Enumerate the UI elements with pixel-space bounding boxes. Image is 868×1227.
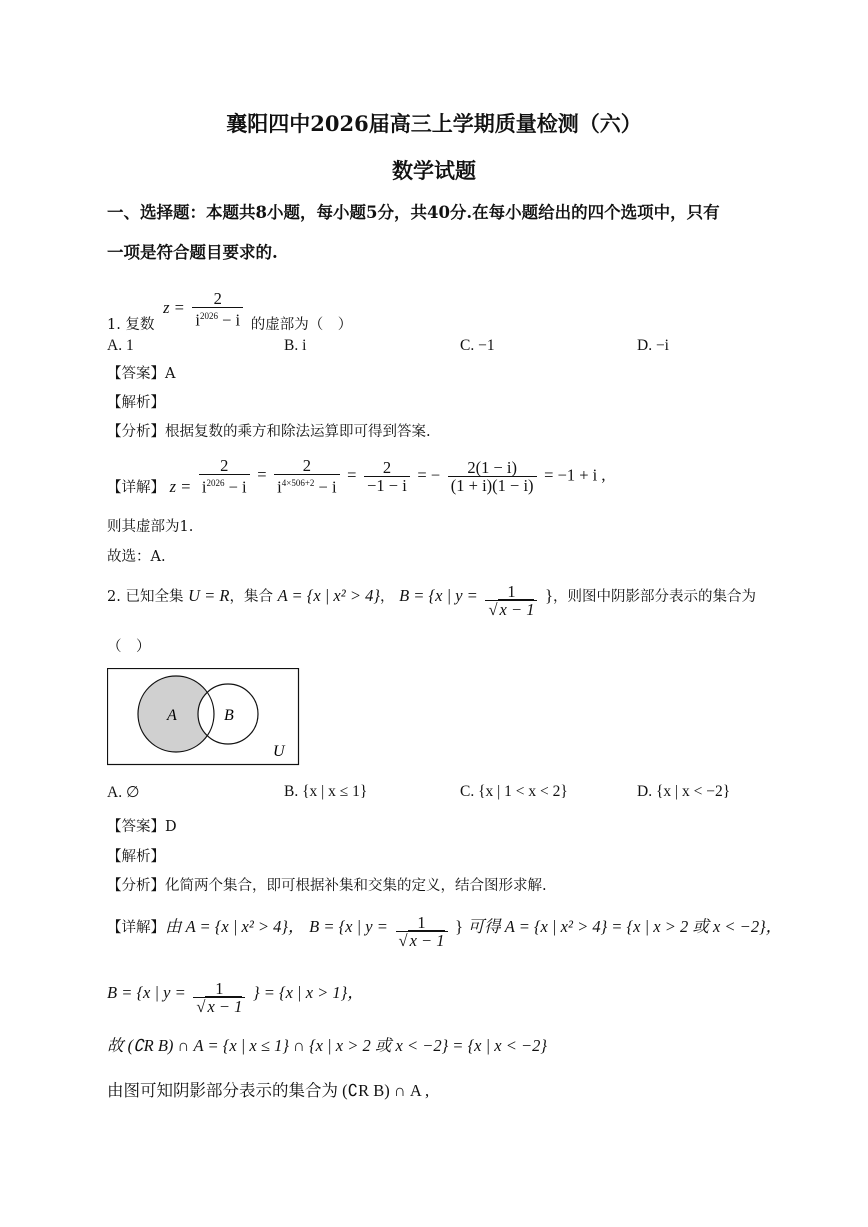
q2-analysis: 【分析】化简两个集合，即可根据补集和交集的定义，结合图形求解. — [107, 878, 547, 894]
q1-detail — [107, 457, 606, 496]
q2-option-a: A. ∅ — [107, 784, 140, 801]
q1-detail-label: 【详解】 — [107, 480, 165, 497]
q2-tail: ，则图中阴影部分表示的集合为 — [553, 589, 756, 605]
q1-analysis: 【分析】根据复数的乘方和除法运算即可得到答案. — [107, 424, 431, 440]
q1-detail-frac2 — [274, 457, 339, 496]
q1-z: z = — [163, 298, 185, 318]
q2-detail-1 — [107, 914, 782, 949]
q1-eq-2: = — [347, 465, 357, 485]
q1-eq-3: = − — [417, 465, 441, 485]
q1-result: = −1 + i , — [544, 465, 606, 485]
q1-answer: 【答案】A — [107, 366, 176, 382]
q1-f4-den: (1 + i)(1 − i) — [448, 476, 537, 494]
q1-f2-base: i — [277, 477, 282, 497]
q1-den-exp: 2026 — [199, 311, 218, 321]
q2-detail-1b-frac — [396, 914, 448, 949]
q2-b-den-radicand: x − 1 — [499, 600, 535, 619]
q2-d1-num: 1 — [417, 913, 426, 932]
page-title: 襄阳四中2026届高三上学期质量检测（六） — [226, 111, 642, 136]
q2-stem — [107, 583, 756, 618]
q1-option-a: A. 1 — [107, 337, 134, 354]
q2-detail-2-suffix: } = {x | x > 1}， — [253, 983, 364, 1002]
q2-intro: 2. 已知全集 — [107, 589, 184, 605]
q2-set-a-label: ，集合 — [229, 589, 273, 605]
q2-set-b-frac — [485, 583, 537, 618]
q1-option-b: B. i — [284, 337, 307, 354]
q2-detail-label: 【详解】 — [107, 920, 165, 936]
q2-detail-2 — [107, 980, 364, 1015]
q2-set-a: A = {x | x² > 4} — [277, 586, 380, 605]
q2-b-den: √ x − 1 — [485, 600, 537, 618]
section-heading-line1: 一、选择题：本题共8小题，每小题5分，共40分.在每小题给出的四个选项中，只有 — [107, 203, 720, 222]
q2-universe: U = R — [188, 586, 230, 605]
q1-f1-exp: 2026 — [206, 478, 225, 488]
q2-set-b-suffix: } — [545, 586, 553, 605]
q2-detail-3 — [107, 1037, 547, 1056]
q2-set-b-prefix: B = {x | y = — [399, 586, 478, 605]
q2-set-b-label: ， — [379, 589, 395, 605]
q2-option-b: B. {x | x ≤ 1} — [284, 783, 368, 800]
q2-detail-1b-prefix: B = {x | y = — [309, 917, 388, 936]
q2-option-c: C. {x | 1 < x < 2} — [460, 783, 568, 800]
q1-f2-num: 2 — [302, 456, 311, 475]
q2-detail-4 — [107, 1082, 429, 1101]
q1-f2-den — [274, 474, 339, 496]
q1-option-c: C. −1 — [460, 337, 495, 354]
q2-d2-den: √ x − 1 — [193, 997, 245, 1015]
venn-diagram — [107, 668, 300, 766]
q2-d2-radicand: x − 1 — [207, 997, 243, 1016]
q1-f1-num: 2 — [220, 456, 229, 475]
q1-den-rest: − i — [222, 310, 241, 330]
q1-frac-num: 2 — [213, 289, 222, 308]
q1-analysis-heading: 【解析】 — [107, 395, 165, 411]
venn-label-b: B — [224, 707, 234, 724]
q1-f3-den: −1 − i — [364, 476, 410, 494]
q1-f3-num: 2 — [382, 457, 392, 477]
q1-f2-exp: 4×506+2 — [281, 478, 315, 488]
q2-detail-1b-suffix: } — [455, 917, 464, 936]
q2-analysis-heading: 【解析】 — [107, 849, 165, 865]
q1-f2-rest: − i — [318, 477, 337, 497]
q1-den-base: i — [195, 310, 200, 330]
q1-conclusion: 则其虚部为1. — [107, 519, 194, 535]
q2-d1-radicand: x − 1 — [409, 931, 445, 950]
q1-detail-frac3 — [364, 459, 410, 494]
q1-tail: 的虚部为（ ） — [250, 317, 353, 334]
q2-detail-4-text: 由图可知阴影部分表示的集合为 (∁R B) ∩ A , — [107, 1081, 430, 1100]
q2-d2-num: 1 — [215, 979, 224, 998]
q2-paren: （ ） — [107, 639, 151, 655]
q2-d1-den: √ x − 1 — [396, 931, 448, 949]
section-heading-line2: 一项是符合题目要求的. — [107, 243, 278, 262]
q1-f4-num: 2(1 − i) — [467, 457, 517, 477]
q2-detail-1c: 可得 A = {x | x² > 4} = {x | x > 2 或 x < −2}， — [467, 917, 783, 936]
venn-label-u: U — [273, 743, 285, 760]
q2-answer: 【答案】D — [107, 819, 177, 835]
q2-detail-3-text: 故 (∁R B) ∩ A = {x | x ≤ 1} ∩ {x | x > 2 或 x < −2} = {x | x < −2} — [107, 1036, 547, 1055]
q2-option-d: D. {x | x < −2} — [637, 783, 731, 800]
q1-option-d: D. −i — [637, 337, 669, 354]
q1-stem — [107, 278, 353, 334]
q1-fraction — [192, 290, 243, 329]
q1-frac-den — [192, 307, 243, 329]
q1-f1-rest: − i — [228, 477, 247, 497]
q1-number: 1. 复数 — [107, 317, 155, 334]
q1-detail-frac1 — [199, 457, 250, 496]
q2-detail-2-frac — [193, 980, 245, 1015]
q2-detail-1a: 由 A = {x | x² > 4}， — [165, 917, 305, 936]
q1-f1-base: i — [201, 477, 207, 497]
q2-b-num: 1 — [507, 582, 516, 601]
venn-label-a: A — [167, 707, 177, 724]
q1-detail-z: z = — [169, 477, 192, 497]
q1-eq-1: = — [257, 465, 267, 485]
q1-choose: 故选：A. — [107, 549, 166, 565]
q1-f1-den — [199, 474, 250, 496]
q1-detail-frac4 — [448, 459, 537, 494]
q2-detail-2-prefix: B = {x | y = — [107, 983, 186, 1002]
page-subtitle: 数学试题 — [392, 158, 476, 183]
